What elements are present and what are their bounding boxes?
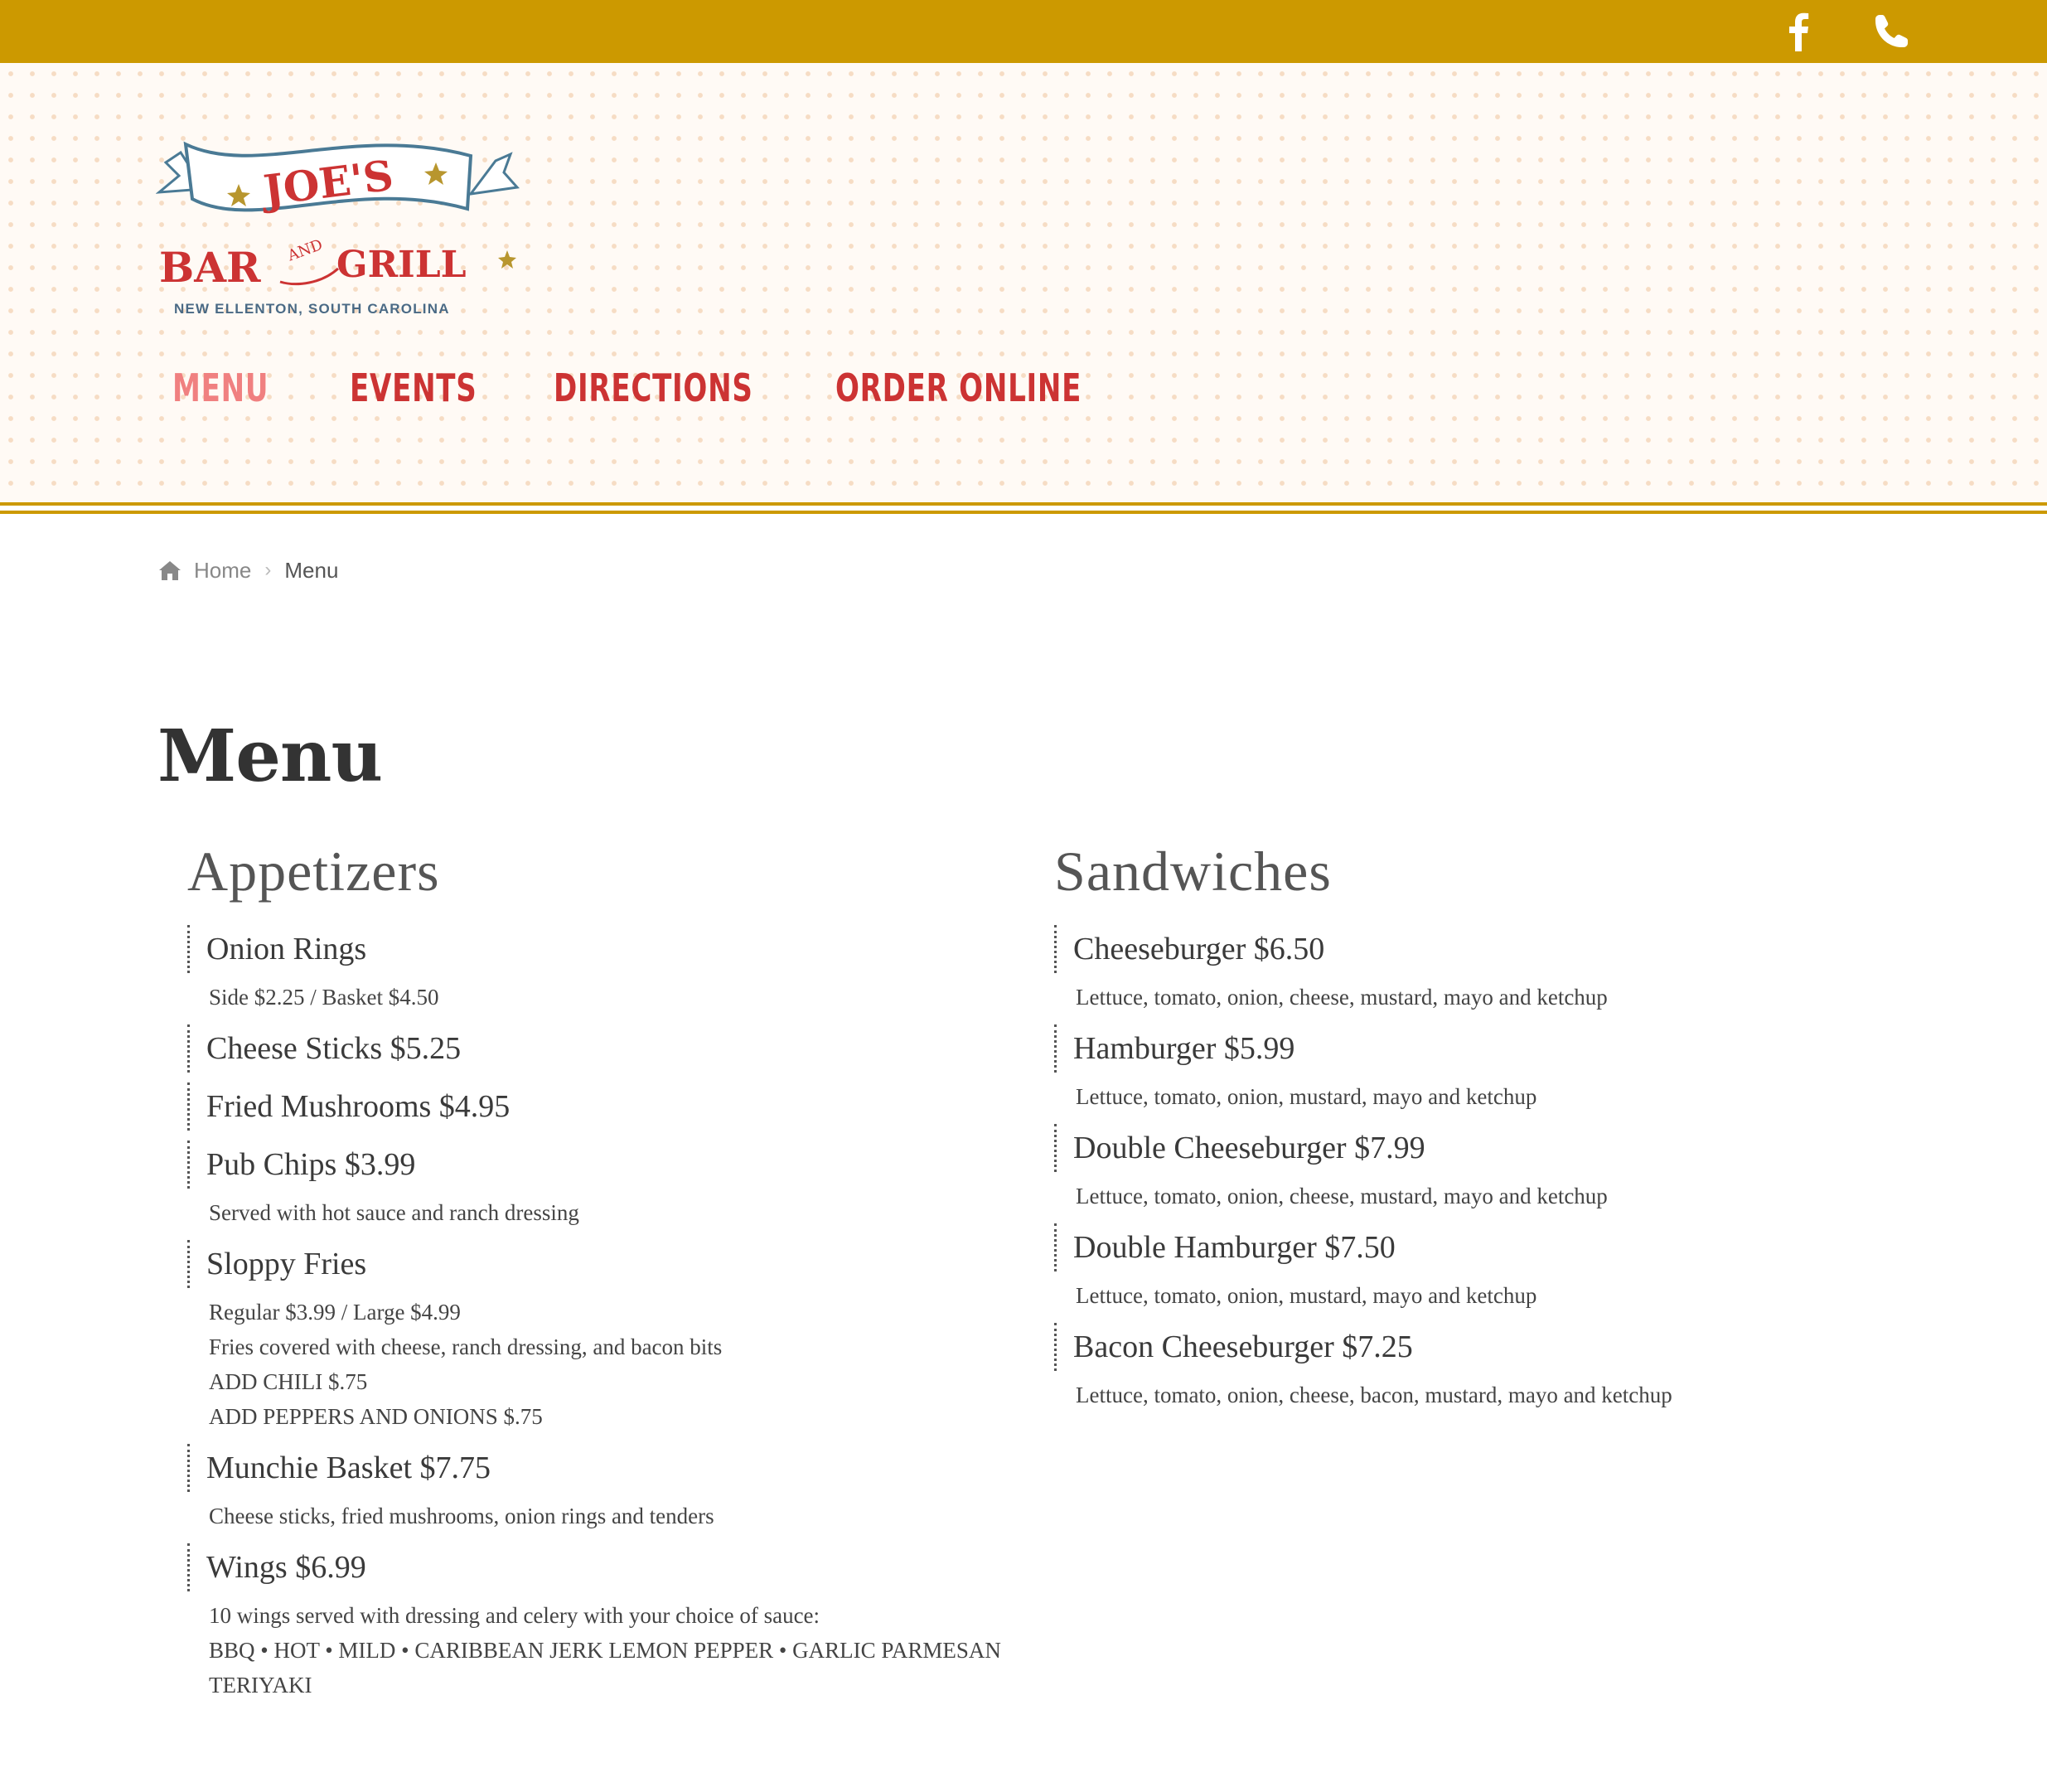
item-name: Cheese Sticks $5.25 — [187, 1024, 1033, 1073]
item-name: Munchie Basket $7.75 — [187, 1444, 1033, 1492]
nav-item-menu[interactable]: MENU — [172, 366, 269, 410]
menu-item — [187, 1444, 1033, 1533]
item-desc-line: Lettuce, tomato, onion, cheese, mustard, mayo and ketchup — [1076, 985, 1608, 1010]
home-icon[interactable] — [157, 559, 182, 582]
logo-tagline: NEW ELLENTON, SOUTH CAROLINA — [174, 301, 450, 317]
facebook-icon[interactable] — [1782, 0, 1815, 63]
item-desc — [187, 1195, 1033, 1230]
menu-item — [187, 1543, 1033, 1702]
item-desc — [187, 1598, 1033, 1702]
breadcrumb-home[interactable]: Home — [194, 557, 252, 583]
item-desc — [1054, 1378, 1966, 1412]
menu-item — [1054, 925, 1966, 1015]
breadcrumb-current: Menu — [284, 557, 339, 583]
item-desc — [1054, 1179, 1966, 1213]
appetizers-section — [187, 834, 1033, 1712]
item-desc — [187, 980, 1033, 1015]
menu-item — [1054, 1124, 1966, 1213]
item-desc — [187, 1295, 1033, 1434]
item-name: Sloppy Fries — [187, 1240, 1033, 1288]
breadcrumb — [157, 554, 338, 587]
appetizers-title: Appetizers — [187, 840, 440, 903]
item-desc-line: BBQ • HOT • MILD • CARIBBEAN JERK LEMON PEPPER • GARLIC PARMESAN — [209, 1638, 1001, 1663]
item-name: Bacon Cheeseburger $7.25 — [1054, 1323, 1966, 1371]
sandwiches-section — [1054, 834, 1966, 1422]
item-name: Double Cheeseburger $7.99 — [1054, 1124, 1966, 1172]
menu-item — [187, 925, 1033, 1015]
item-desc-line: Served with hot sauce and ranch dressing — [209, 1200, 579, 1225]
menu-item — [187, 1024, 1033, 1073]
item-desc — [1054, 1278, 1966, 1313]
item-name: Onion Rings — [187, 925, 1033, 973]
item-desc-line: Side $2.25 / Basket $4.50 — [209, 985, 439, 1010]
breadcrumb-separator: › — [264, 559, 272, 581]
menu-item — [187, 1082, 1033, 1131]
item-desc-line: ADD CHILI $.75 — [209, 1369, 368, 1394]
logo-line3: GRILL — [336, 244, 467, 286]
item-desc — [1054, 980, 1966, 1015]
item-desc-line: Fries covered with cheese, ranch dressing, and bacon bits — [209, 1334, 723, 1359]
item-desc-line: ADD PEPPERS AND ONIONS $.75 — [209, 1404, 543, 1429]
item-desc-line: Lettuce, tomato, onion, cheese, mustard, mayo and ketchup — [1076, 1184, 1608, 1208]
menu-item — [1054, 1024, 1966, 1114]
item-desc-line: 10 wings served with dressing and celery with your choice of sauce: — [209, 1603, 820, 1628]
item-desc-line: Cheese sticks, fried mushrooms, onion rings and tenders — [209, 1504, 714, 1528]
nav-item-directions[interactable]: DIRECTIONS — [554, 366, 753, 410]
item-desc-line: Lettuce, tomato, onion, cheese, bacon, mustard, mayo and ketchup — [1076, 1383, 1672, 1407]
item-name: Hamburger $5.99 — [1054, 1024, 1966, 1073]
site-header — [0, 63, 2047, 506]
sandwiches-title: Sandwiches — [1054, 840, 1332, 903]
nav-item-order-online[interactable]: ORDER ONLINE — [835, 366, 1082, 410]
top-bar — [0, 0, 2047, 63]
item-desc-line: TERIYAKI — [209, 1673, 312, 1698]
menu-item — [187, 1240, 1033, 1434]
item-name: Wings $6.99 — [187, 1543, 1033, 1591]
logo-and: AND — [285, 235, 326, 265]
item-name: Cheeseburger $6.50 — [1054, 925, 1966, 973]
item-desc-line: Regular $3.99 / Large $4.99 — [209, 1300, 461, 1325]
menu-item — [187, 1141, 1033, 1230]
menu-item — [1054, 1223, 1966, 1313]
menu-item — [1054, 1323, 1966, 1412]
item-name: Fried Mushrooms $4.95 — [187, 1082, 1033, 1131]
nav-item-events[interactable]: EVENTS — [350, 366, 477, 410]
item-desc-line: Lettuce, tomato, onion, mustard, mayo and ketchup — [1076, 1084, 1537, 1109]
item-desc — [1054, 1079, 1966, 1114]
item-desc-line: Lettuce, tomato, onion, mustard, mayo and ketchup — [1076, 1283, 1537, 1308]
phone-icon[interactable] — [1871, 0, 1913, 63]
logo-line2: BAR — [159, 243, 261, 292]
item-name: Pub Chips $3.99 — [187, 1141, 1033, 1189]
item-name: Double Hamburger $7.50 — [1054, 1223, 1966, 1271]
item-desc — [187, 1499, 1033, 1533]
page-title: Menu — [157, 714, 382, 798]
logo-line1: JOE'S — [260, 150, 396, 216]
site-logo[interactable] — [156, 129, 520, 320]
